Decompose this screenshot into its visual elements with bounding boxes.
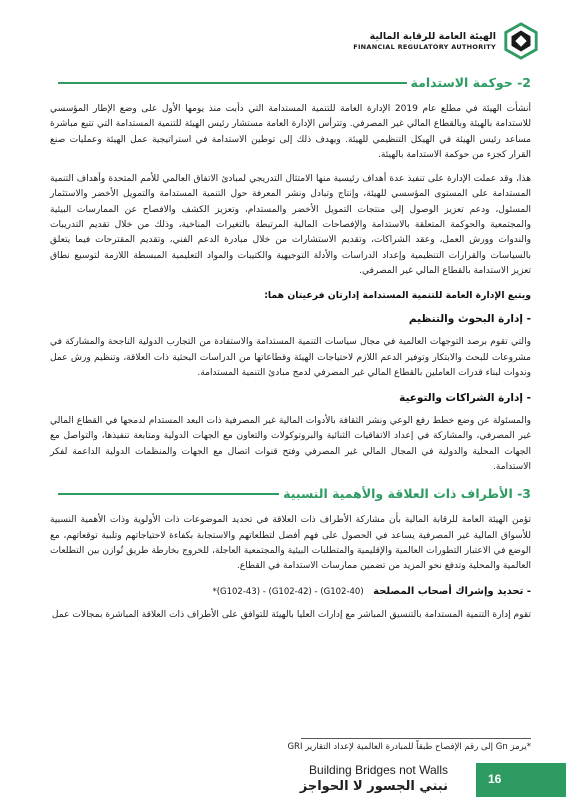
stakeholders-title-text: - تحديد وإشراك أصحاب المصلحة [373, 585, 531, 597]
footer [0, 760, 566, 800]
research-department-text: والتي تقوم برصد التوجهات العالمية في مجال سياسات التنمية المستدامة والاستفادة من التجارب الدولية الناجحة والمشاركة في مشروعات للبحث والابتكار وتوفير الدعم اللازم لاحتياجات الهيئة وقطاعاتها من الدراسات البحثية ذات العلاقة، وتنظيم ورش عمل وندوات لبناء قدرات العاملين بالقطاع المالي غير المصرفي لدمج مبادئ التنمية المستدامة. [50, 337, 531, 378]
section-2-paragraph-2: هذا، وقد عملت الإدارة على تنفيذ عدة أهداف رئيسية منها الامتثال التدريجي لمبادئ الاتفاق العالمي للأمم المتحدة وأهداف التنمية المستدامة على المستوى المؤسسي للهيئة، وإنتاج وتبادل ونشر المعرفة حول التنمية المستدامة والتمويل الأخضر والاستثمار المسئول، ودعم تعزيز الوصول إلى منتجات التمويل الأخضر والمستدام، وتعزيز الكشف والافصاح عن الممارسات البيئية والمجتمعية والحوكمة المتعلقة بالاستدامة والإفصاحات المالية المرتبطة بالتغيرات المناخية، وذلك من خلال تقديم التدريبات والندوات وورش العمل، وعقد الشراكات، وتقديم الاستشارات من خلال مبادرة الدعم الفني، وتقديم المقترحات فيما يتعلق بالسياسات والقرارات التنظيمية وإعداد الدراسات والأدلة التوجيهية والكتيبات والمواد التعليمية المبسطة اللازمة لتوسيع نطاق تعزيز الاستدامة بالقطاع المالي غير المصرفي. [50, 174, 531, 276]
section-3-paragraph-1: تؤمن الهيئة العامة للرقابة المالية بأن مشاركة الأطراف ذات العلاقة في تحديد الموضوعات ذات الأولوية وذات الأهمية النسبية للأسواق المالية غير المصرفية يساعد في الحصول على فهم أفضل لتطلعاتهم والاستجابة بكفاءة لاحتياجاتهم وتلبية توقعاتهم، مع الوضع في الاعتبار التطورات العالمية والإقليمية والمتطلبات البيئية والمجتمعية العاجلة، للخروج بخارطة طريق تُوازن بين التطلعات العالمية والمحلية وتدفع نحو المزيد من تضمين ممارسات الاستدامة في القطاع. [50, 515, 531, 572]
section-3-paragraph-2: تقوم إدارة التنمية المستدامة بالتنسيق المباشر مع إدارات العليا بالهيئة للتوافق على الأطراف ذات العلاقة المباشرة بمجالات عمل [51, 609, 531, 620]
gri-codes: (G102-40) - (G102-42) - (G102-43)* [212, 586, 364, 597]
section-2-heading-text: 2- حوكمة الاستدامة [410, 75, 531, 90]
section-2-heading [50, 74, 531, 92]
org-name-ar: الهيئة العامة للرقابة المالية [369, 31, 496, 42]
page-content [50, 74, 531, 632]
stakeholders-title [50, 584, 531, 600]
logo-text [353, 30, 496, 52]
org-name-en: FINANCIAL REGULATORY AUTHORITY [353, 43, 496, 51]
footnote: *يرمز Gn إلى رقم الإفصاح طبقاً للمبادرة العالمية لإعداد التقارير GRI [287, 742, 531, 752]
research-department-title: - إدارة البحوث والتنظيم [408, 313, 531, 326]
heading-rule [58, 82, 407, 84]
section-2-paragraph-1: أنشأت الهيئة في مطلع عام 2019 الإدارة العامة للتنمية المستدامة التي دأبت منذ يومها الأول على وضع الإطار المؤسسي للاستدامة بالهيئة وبالقطاع المالي غير المصرفي. وتترأس الإدارة العامة مستشار رئيس الهيئة للتنمية المستدامة التي تتبع مباشرة مساعد رئيس الهيئة في الهيكل التنظيمي للهيئة. ويهدف ذلك إلى توطين الاستدامة في استراتيجية عمل الهيئة وعمليات صنع القرار كجزء من حوكمة الاستدامة بالهيئة. [50, 104, 532, 160]
slogan-ar: نبني الجسور لا الحواجز [299, 779, 448, 794]
header [353, 22, 540, 60]
section-3-heading [50, 485, 531, 503]
branches-intro: ويتبع الإدارة العامة للتنمية المستدامة إدارتان فرعيتان هما: [264, 290, 531, 302]
section-3-heading-text: 3- الأطراف ذات العلاقة والأهمية النسبية [283, 486, 531, 502]
footnote-rule [301, 738, 531, 739]
fra-logo-icon [502, 22, 540, 60]
page-number: 16 [488, 772, 502, 786]
heading-rule [58, 493, 279, 495]
partnerships-department-text: والمسئولة عن وضع خطط رفع الوعي ونشر الثقافة بالأدوات المالية غير المصرفية ذات البعد المستدام لدمجها في القطاع المالي غير المصرفي، والمشاركة في إعداد الاتفاقيات الثنائية والبروتوكولات والتعاون مع الجهات الدولية ومتابعة تنفيذها، والتواصل مع الجهات المحلية والدولية في المجال المالي غير المصرفي وفتح قنوات اتصال مع الجهات والمنظمات الدولية الداعمة لفكر الاستدامة. [50, 416, 531, 473]
slogan-en: Building Bridges not Walls [309, 763, 448, 777]
partnerships-department-title: - إدارة الشراكات والتوعية [399, 392, 531, 405]
